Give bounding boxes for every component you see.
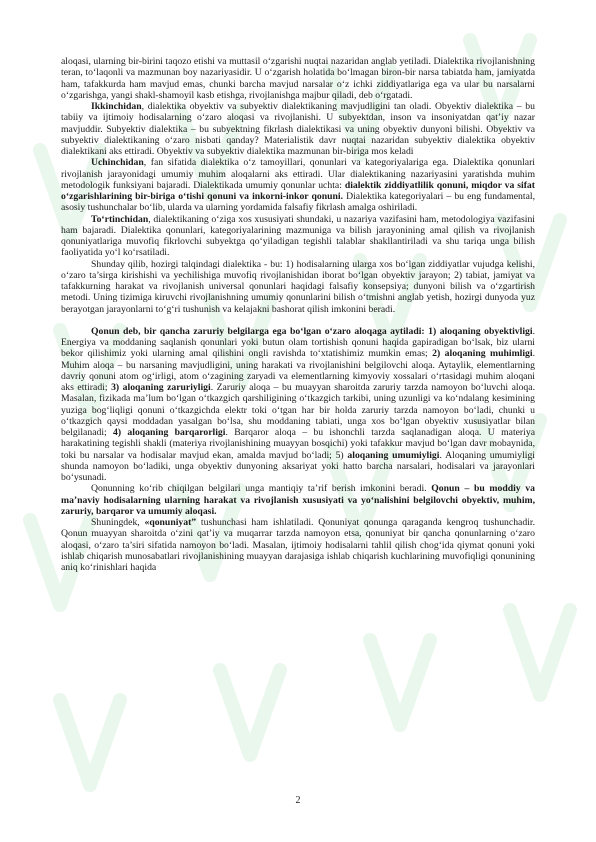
text-run: . Muhim aloqa – bu narsaning mavjudligini, uning harakati va rivojlanishini belgilovchi aloqa. Aytaylik, elementlarning davriy qonuni atom og‘irligi, atom o‘zagining zaryadi va elementlarning kimyoviy xossalari o‘rtasidagi muhim aloqani aks ettiradi; <box>61 348 535 393</box>
paragraph <box>61 326 535 484</box>
document-body <box>61 56 535 573</box>
paragraph <box>61 101 535 157</box>
text-run: . Aloqaning umumiyligi shunda namoyon bo‘ladiki, unga obyektiv dunyoning aksariyat yoki hatto barcha narsalari, hodisalari va jarayonlari bo‘ysunadi. <box>61 449 535 483</box>
bold-text-run: To‘rtinchidan <box>91 213 149 225</box>
bold-text-run: dialektik ziddiyatlilik qonuni, miqdor va sifat o‘zgarishlarining bir-biriga o‘tishi qonuni va inkorni-inkor qonuni. <box>61 179 535 202</box>
paragraph <box>61 157 535 213</box>
text-run: Shuningdek, <box>91 517 145 528</box>
text-run: . Barqaror aloqa – bu ishonchli tarzda saqlanadigan aloqa. U materiya harakatining tegishli shakli (materiya rivojlanishining muayyan bosqichi) yoki tafakkur mavjud bo‘lgan davr mobaynida, toki bu narsalar va hodisalar mavjud ekan, amalda mavjud bo‘ladi; 5) <box>61 427 535 461</box>
text-run: Qonunning ko‘rib chiqilgan belgilari unga mantiqiy ta’rif berish imkonini beradi. <box>91 483 432 495</box>
text-run: , fan sifatida dialektika o‘z tamoyillari, qonunlari va kategoriyalariga ega. Dialektika qonunlari rivojlanish jarayonidagi umumiy muhim aloqalarni aks ettiradi. Ular dialektikaning nazariyasini yaratishda muhim metodologik funksiyani bajaradi. Dialektikada umumiy qonunlar uchta: <box>61 157 535 191</box>
bold-text-run: aloqaning umumiyligi <box>347 449 440 461</box>
bold-text-run: 4) aloqaning barqarorligi <box>113 427 226 438</box>
paragraph <box>61 214 535 259</box>
text-run: Dialektika kategoriyalari – bu eng fundamental, asosiy tushunchalar bo‘lib, ularda va ularning yordamida falsafiy fikrlash amalga oshiriladi. <box>61 191 536 214</box>
paragraph-spacer <box>61 315 535 326</box>
bold-text-run: Qonun deb, bir qancha zaruriy belgilarga ega bo‘lgan o‘zaro aloqaga aytiladi: 1) aloqaning obyektivligi <box>91 325 533 337</box>
paragraph <box>61 483 535 517</box>
bold-text-run: 3) aloqaning zaruriyligi <box>111 382 211 393</box>
text-run: Shunday qilib, hozirgi talqindagi dialektika - bu: 1) hodisalarning ularga xos bo‘lgan ziddiyatlar vujudga kelishi, o‘zaro ta’sirga kirishishi va yechilishiga muvofiq rivojlanishidan iborat bo‘lgan obyektiv jarayon; 2) tabiat, jamiyat va tafakkurning harakat va rivojlanish universal qonunlari haqidagi falsafiy konsepsiya; dunyoni bilish va o‘zgartirish metodi. Uning tizimiga kiruvchi rivojlanishning umumiy qonunlarini bilish o‘tmishni anglab yetish, hozirgi dunyoda yuz berayotgan jarayonlarni to‘g‘ri tushunish va kelajakni bashorat qilish imkonini beradi. <box>61 258 535 315</box>
bold-text-run: 2) aloqaning muhimligi <box>432 348 533 360</box>
paragraph <box>61 517 535 573</box>
bold-text-run: Ikkinchidan <box>91 101 142 112</box>
text-run: aloqasi, ularning bir-birini taqozo etishi va muttasil o‘zgarishi nuqtai nazaridan anglab yetiladi. Dialektika rivojlanishning teran, to‘laqonli va mazmunan boy nazariyasidir. U o‘zgarish holatida bo‘lmagan biron-bir narsa tabiatda ham, jamiyatda ham, tafakkurda ham mavjud emas, chunki barcha mavjud narsalar o‘z ichki ziddiyatlariga ega va ular bu narsalarni o‘zgarishga, yangi shakl-shamoyil kasb etishga, rivojlanishga majbur qiladi, deb o‘rgatadi. <box>61 56 535 101</box>
bold-text-run: «qonuniyat” <box>144 517 197 528</box>
text-run: , dialektika obyektiv va subyektiv dialektikaning mavjudligini tan oladi. Obyektiv dialektika – bu tabiiy va ijtimoiy hodisalarning o‘zaro aloqasi va rivojlanishi. U subyektdan, inson va insoniyatdan qat’iy nazar mavjuddir. Subyektiv dialektika – bu subyektning fikrlash dialektikasi va uning obyektiv dunyoni bilishi. Obyektiv va subyektiv dialektikaning o‘zaro nisbati qanday? Materialistik davr nuqtai nazaridan subyektiv dialektika obyektiv dialektikani aks ettiradi. Obyektiv va subyektiv dialektika mazmunan bir-biriga mos keladi <box>61 101 535 157</box>
paragraph <box>61 259 535 315</box>
text-run: . Zaruriy aloqa – bu muayyan sharoitda zaruriy tarzda namoyon bo‘luvchi aloqa. Masalan, fizikada ma’lum bo‘lgan o‘tkazgich qarshiligining o‘tkazgich tarkibi, uning uzunligi va ko‘ndalang kesimining yuziga bog‘liqligi qonuni o‘tkazgichda elektr toki o‘tgan har bir holda zaruriy tarzda namoyon bo‘ladi, chunki u o‘tkazgich qaysi moddadan yasalgan bo‘lsa, shu moddaning tabiati, unga xos bo‘lgan obyektiv xususiyatlar bilan belgilanadi; <box>61 382 535 438</box>
bold-text-run: Qonun – bu moddiy va ma’naviy hodisalarning ularning harakat va rivojlanish xususiyati va yo‘nalishini belgilovchi obyektiv, muhim, zaruriy, barqaror va umumiy aloqasi. <box>61 483 535 517</box>
page-number: 2 <box>295 795 301 806</box>
text-run: tushunchasi ham ishlatiladi. Qonuniyat qonunga qaraganda kengroq tushunchadir. Qonun muayyan sharoitda o‘zini qat’iy va muqarrar tarzda namoyon etsa, qonuniyat bir qancha qonunlarning o‘zaro aloqasi, o‘zaro ta’siri sifatida namoyon bo‘ladi. Masalan, ijtimoiy hodisalarni tahlil qilish chog‘ida qiymat qonuni yoki ishlab chiqarish munosabatlari rivojlanishining muayyan darajasiga ishlab chiqarish kuchlarining muvofiqligi qonunining aniq ko‘rinishlari haqida <box>61 517 535 573</box>
paragraph <box>61 56 535 101</box>
bold-text-run: Uchinchidan <box>91 157 144 169</box>
text-run: , dialektikaning o‘ziga xos xususiyati shundaki, u nazariya vazifasini ham, metodologiya vazifasini ham bajaradi. Dialektika qonunlari, kategoriyalarining mazmuniga va bilish jarayonining amal qilish va rivojlanish qonuniyatlariga muvofiq fikrlovchi subyektga qo‘yiladigan tegishli talablar shakllantiriladi va shu tariqa unga bilish faoliyatida yo‘l ko‘rsatiladi. <box>61 213 535 259</box>
text-run: . Energiya va moddaning saqlanish qonunlari yoki butun olam tortishish qonuni haqida gapiradigan bo‘lsak, biz ularni bekor qilishimiz yoki ularning amal qilishini ongli ravishda to‘xtatishimiz mumkin emas; <box>61 325 535 360</box>
